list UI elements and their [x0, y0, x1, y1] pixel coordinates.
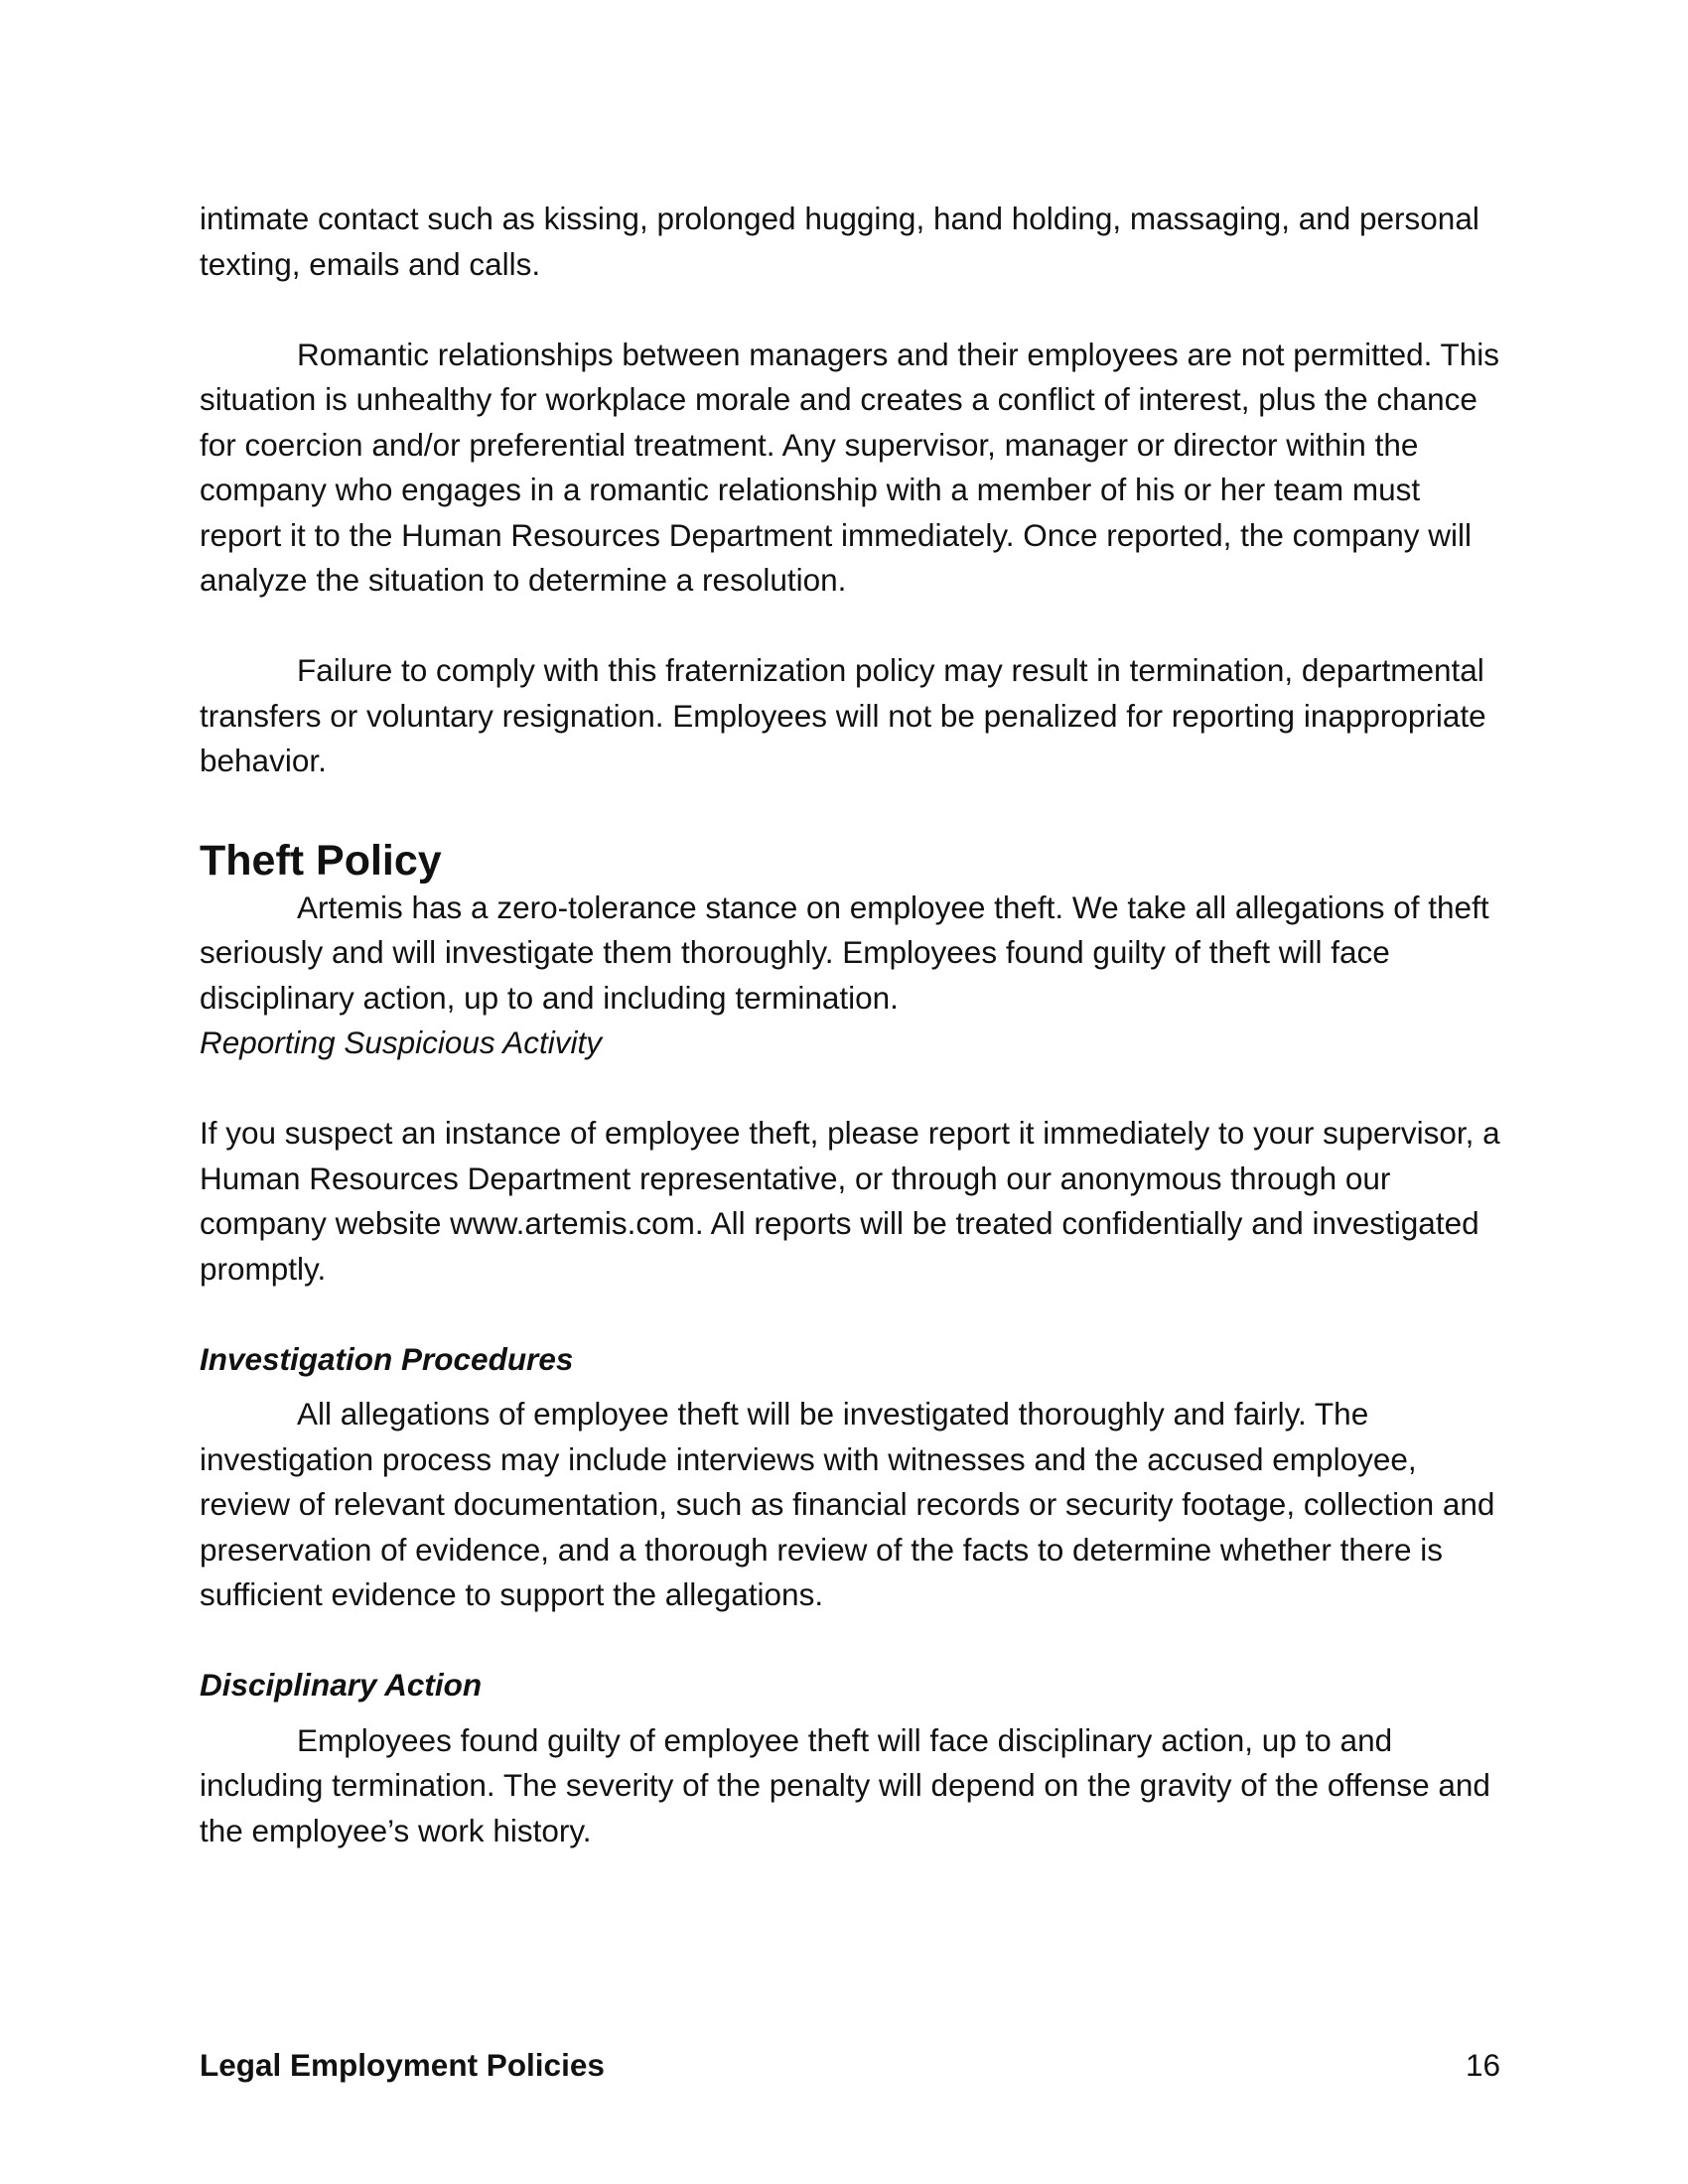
page-footer: [200, 2045, 1500, 2085]
compliance-paragraph: Failure to comply with this fraternization policy may result in termination, departmental transfers or voluntary resignation. Employees will not be penalized for reporting inappropriate behavior.: [200, 652, 1486, 778]
document-page: [200, 197, 1500, 1853]
disciplinary-heading: Disciplinary Action: [200, 1667, 483, 1703]
theft-policy-intro: Artemis has a zero-tolerance stance on employee theft. We take all allegations of theft seriously and will investigate them thoroughly. Employees found guilty of theft will face disciplinary action, up to and including termination.: [200, 888, 1489, 1016]
investigation-paragraph: All allegations of employee theft will be investigated thoroughly and fairly. The investigation process may include interviews with witnesses and the accused employee, review of relevant documentation, such as financial records or security footage, collection and preservation of evidence, and a thorough review of the facts to determine whether there is sufficient evidence to support the allegations.: [200, 1396, 1495, 1612]
manager-relationship-paragraph: Romantic relationships between managers and their employees are not permitted. This situation is unhealthy for workplace morale and creates a conflict of interest, plus the chance for coercion and/or preferential treatment. Any supervisor, manager or director within the company who engages in a romantic relationship with a member of his or her team must report it to the Human Resources Department immediately. Once reported, the company will analyze the situation to determine a resolution.: [200, 336, 1500, 598]
theft-policy-heading: Theft Policy: [200, 836, 442, 885]
reporting-heading: Reporting Suspicious Activity: [200, 1024, 603, 1060]
investigation-heading: Investigation Procedures: [200, 1340, 574, 1377]
footer-title: Legal Employment Policies: [200, 2047, 605, 2083]
fraternization-paragraph-continued: intimate contact such as kissing, prolonged hugging, hand holding, massaging, and personal texting, emails and calls.: [200, 201, 1479, 282]
reporting-paragraph: If you suspect an instance of employee theft, please report it immediately to your supervisor, a Human Resources Department representative, or through our anonymous through our company website www.artemis.com. All reports will be treated confidentially and investigated promptly.: [200, 1115, 1500, 1287]
page-number: 16: [1465, 2047, 1500, 2083]
disciplinary-paragraph: Employees found guilty of employee theft will face disciplinary action, up to and including termination. The severity of the penalty will depend on the gravity of the offense and the employee’s work history.: [200, 1721, 1490, 1848]
